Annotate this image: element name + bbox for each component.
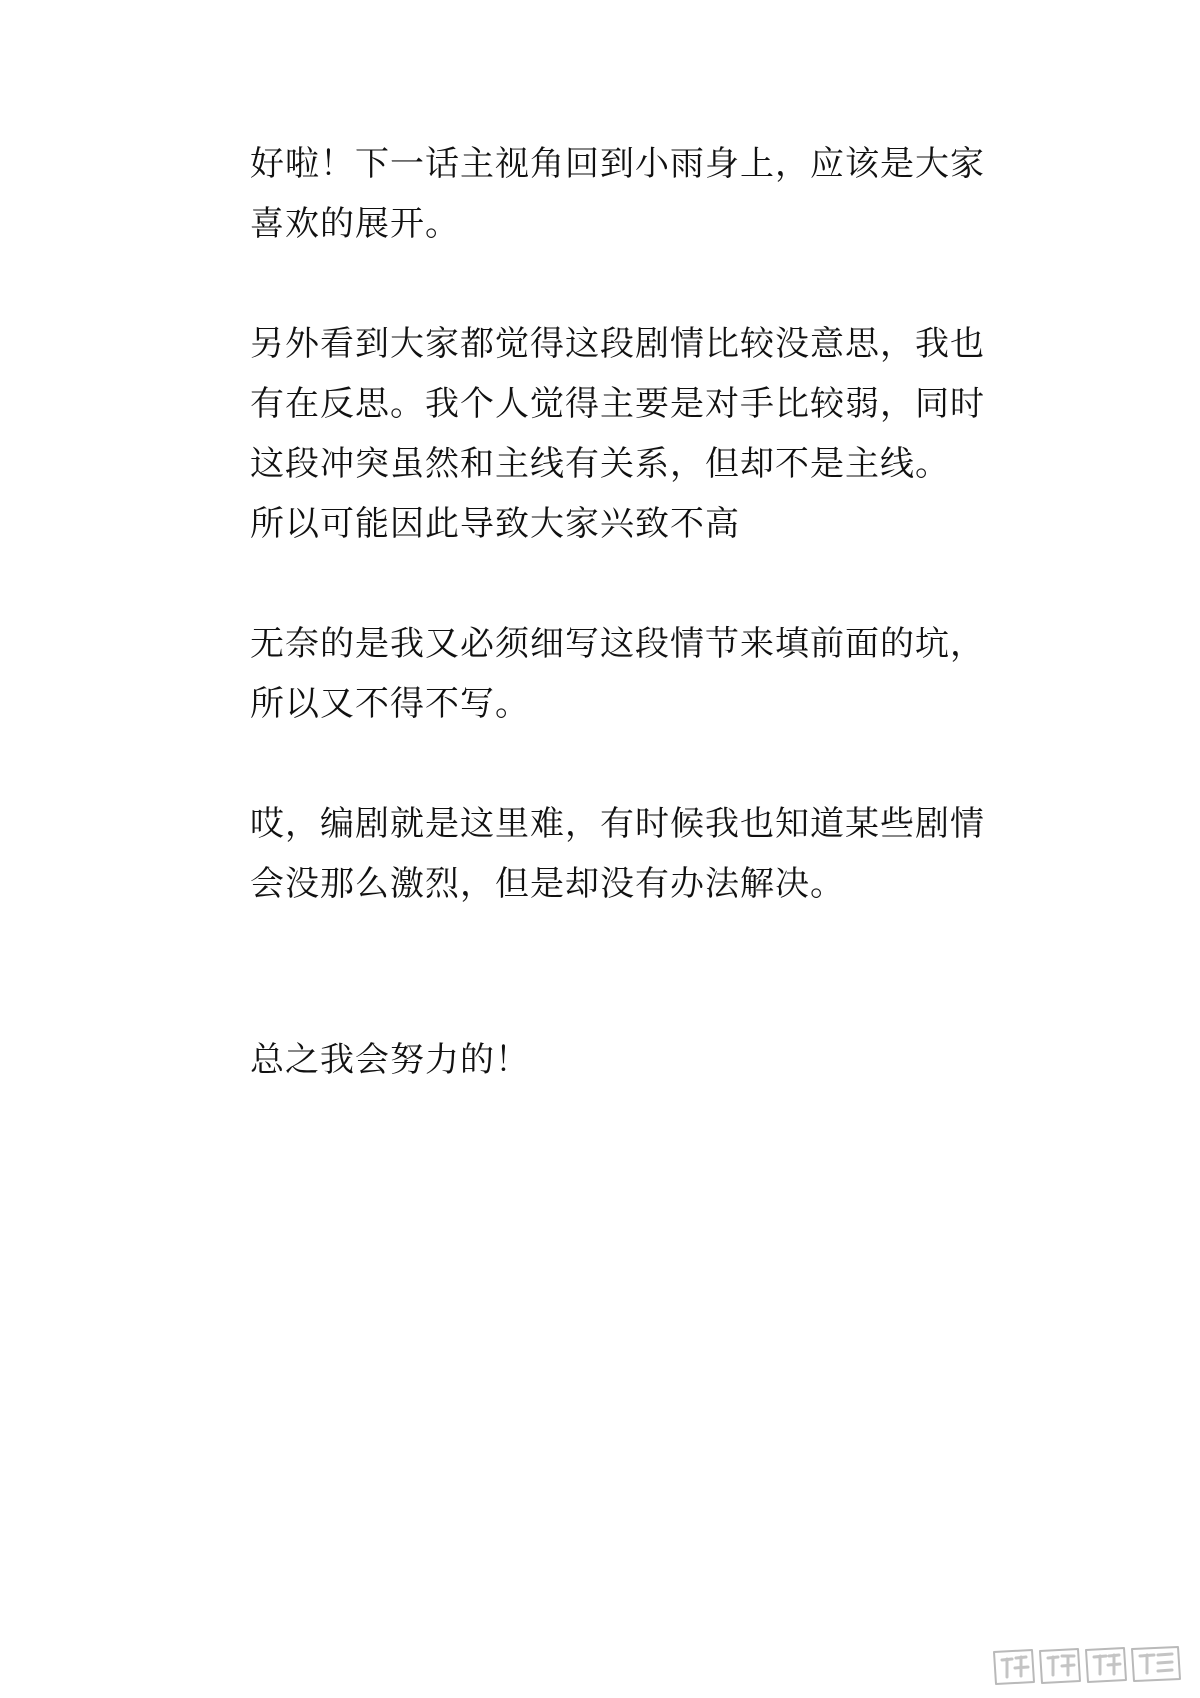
paragraph-3-line-1: 无奈的是我又必须细写这段情节来填前面的坑，	[250, 624, 985, 664]
paragraph-5-line-1: 总之我会努力的！	[250, 1040, 530, 1080]
paragraph-1-line-2: 喜欢的展开。	[250, 204, 460, 244]
paragraph-1-line-1: 好啦！下一话主视角回到小雨身上，应该是大家	[250, 144, 985, 184]
tencent-comics-watermark-logo	[988, 1644, 1186, 1688]
watermark-logo-graphic	[988, 1644, 1186, 1688]
paragraph-2-line-2: 有在反思。我个人觉得主要是对手比较弱，同时	[250, 384, 985, 424]
paragraph-4-line-1: 哎，编剧就是这里难，有时候我也知道某些剧情	[250, 804, 985, 844]
paragraph-3-line-2: 所以又不得不写。	[250, 684, 530, 724]
paragraph-4-line-2: 会没那么激烈，但是却没有办法解决。	[250, 864, 845, 904]
paragraph-2-line-3: 这段冲突虽然和主线有关系，但却不是主线。	[250, 444, 950, 484]
paragraph-2-line-1: 另外看到大家都觉得这段剧情比较没意思，我也	[250, 324, 985, 364]
paragraph-2-line-4: 所以可能因此导致大家兴致不高	[250, 504, 740, 544]
